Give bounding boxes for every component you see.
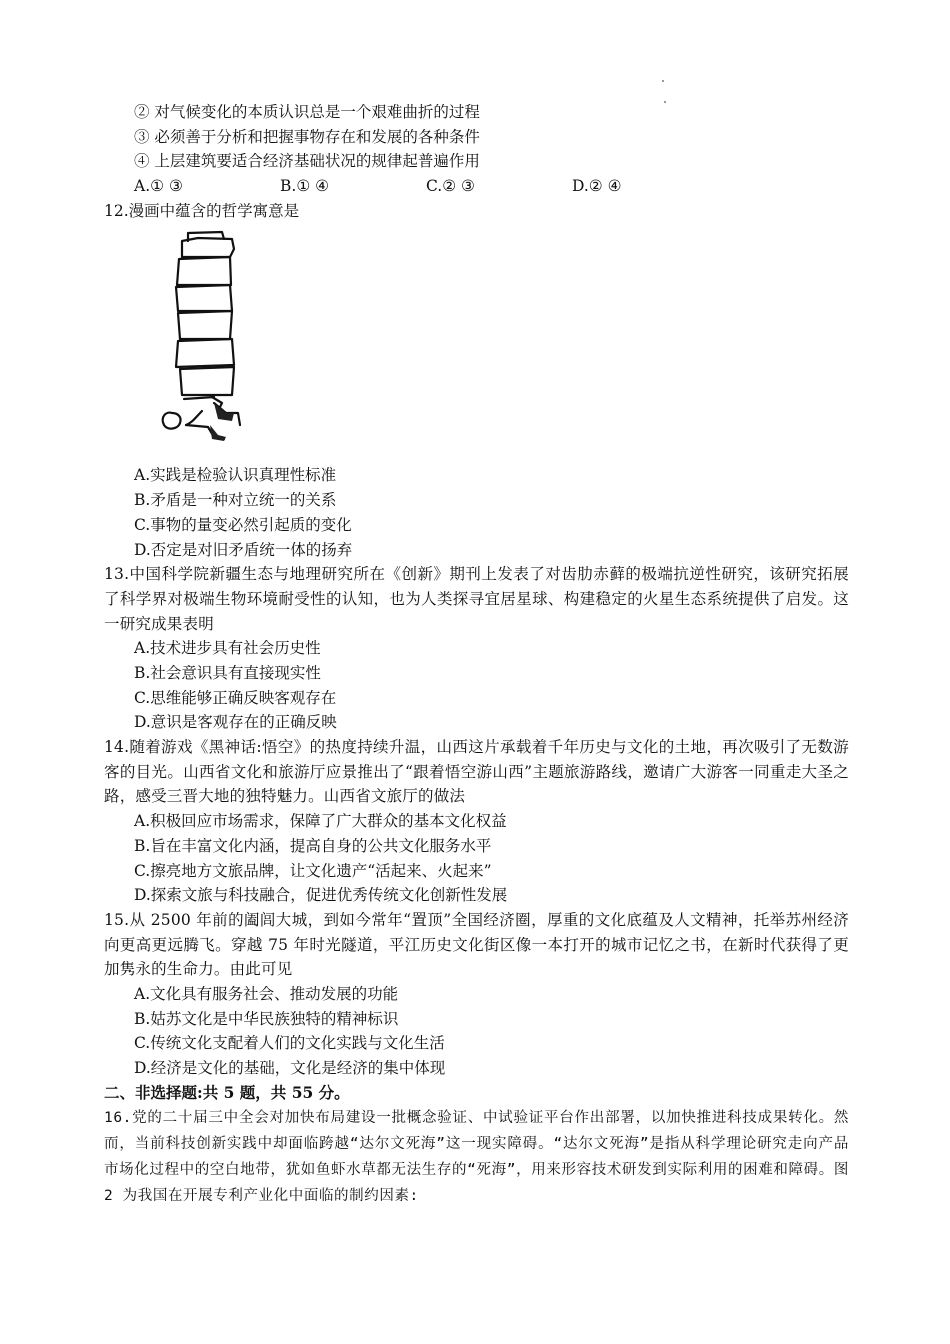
exam-page: [104, 100, 849, 1209]
question-13-stem: 13.中国科学院新疆生态与地理研究所在《创新》期刊上发表了对齿肋赤藓的极端抗逆性研究，该研究拓展了科学界对极端生物环境耐受性的认知，也为人类探寻宜居星球、构建稳定的火星生态系统提供了启发。这一研究成果表明: [104, 565, 849, 633]
question-14-option-c: C.擦亮地方文旅品牌，让文化遗产“活起来、火起来”: [134, 861, 492, 880]
question-13-option-d: D.意识是客观存在的正确反映: [134, 713, 337, 732]
question-15-stem: 15.从 2500 年前的阖闾大城，到如今常年“置顶”全国经济圈，厚重的文化底蕴及人文精神，托举苏州经济向更高更远腾飞。穿越 75 年时光隧道，平江历史文化街区像一本打开的城市记忆之书，在新时代获得了更加隽永的生命力。由此可见: [104, 910, 849, 979]
question-16-stem: 16.党的二十届三中全会对加快布局建设一批概念验证、中试验证平台作出部署，以加快推进科技成果转化。然而，当前科技创新实践中却面临跨越“达尔文死海”这一现实障碍。“达尔文死海”是指从科学理论研究走向产品市场化过程中的空白地带，犹如鱼虾水草都无法生存的“死海”，用来形容技术研发到实际利用的困难和障碍。图 2 为我国在开展专利产业化中面临的制约因素:: [104, 1110, 849, 1205]
question-15-option-a: A.文化具有服务社会、推动发展的功能: [134, 985, 399, 1004]
question-14: [104, 735, 849, 908]
question-15-option-b: B.姑苏文化是中华民族独特的精神标识: [134, 1009, 399, 1028]
question-16: [104, 1105, 849, 1209]
question-11-continued: [104, 100, 849, 199]
question-12-option-b: B.矛盾是一种对立统一的关系: [134, 491, 337, 510]
question-12-option-d: D.否定是对旧矛盾统一体的扬弃: [134, 540, 353, 559]
question-14-option-a: A.积极回应市场需求，保障了广大群众的基本文化权益: [134, 812, 507, 831]
option-a: A.① ③: [134, 177, 183, 196]
question-12-stem: 12.漫画中蕴含的哲学寓意是: [104, 201, 300, 220]
option-c: C.② ③: [426, 177, 475, 196]
question-12-option-a: A.实践是检验认识真理性标准: [134, 466, 337, 485]
scan-speck: [662, 80, 664, 82]
question-13-option-a: A.技术进步具有社会历史性: [134, 639, 321, 658]
statement-2: ② 对气候变化的本质认识总是一个艰难曲折的过程: [134, 103, 480, 121]
question-14-stem: 14.随着游戏《黑神话:悟空》的热度持续升温，山西这片承载着千年历史与文化的土地，再次吸引了无数游客的目光。山西省文化和旅游厅应景推出了“跟着悟空游山西”主题旅游路线，邀请广大游客一同重走大圣之路，感受三晋大地的独特魅力。山西省文旅厅的做法: [104, 738, 849, 806]
statement-3: ③ 必须善于分析和把握事物存在和发展的各种条件: [134, 127, 480, 146]
question-14-option-d: D.探索文旅与科技融合，促进优秀传统文化创新性发展: [134, 886, 508, 905]
question-13-option-b: B.社会意识具有直接现实性: [134, 663, 321, 682]
section-heading: 二、非选择题:共 5 题，共 55 分。: [104, 1082, 350, 1102]
question-15-option-d: D.经济是文化的基础，文化是经济的集中体现: [134, 1059, 446, 1078]
cartoon-figure: [104, 227, 849, 457]
question-12: [104, 199, 849, 562]
statement-4: ④ 上层建筑要适合经济基础状况的规律起普遍作用: [134, 152, 480, 171]
question-13-option-c: C.思维能够正确反映客观存在: [134, 688, 337, 707]
question-15-option-c: C.传统文化支配着人们的文化实践与文化生活: [134, 1034, 445, 1053]
option-b: B.① ④: [280, 177, 330, 196]
question-14-option-b: B.旨在丰富文化内涵，提高自身的公共文化服务水平: [134, 836, 492, 855]
cartoon-stacked-blocks-drawing: [152, 227, 252, 457]
question-11-options: [104, 174, 849, 199]
option-d: D.② ④: [572, 177, 622, 196]
question-15: [104, 908, 849, 1081]
question-12-option-c: C.事物的量变必然引起质的变化: [134, 515, 352, 534]
question-13: [104, 562, 849, 735]
